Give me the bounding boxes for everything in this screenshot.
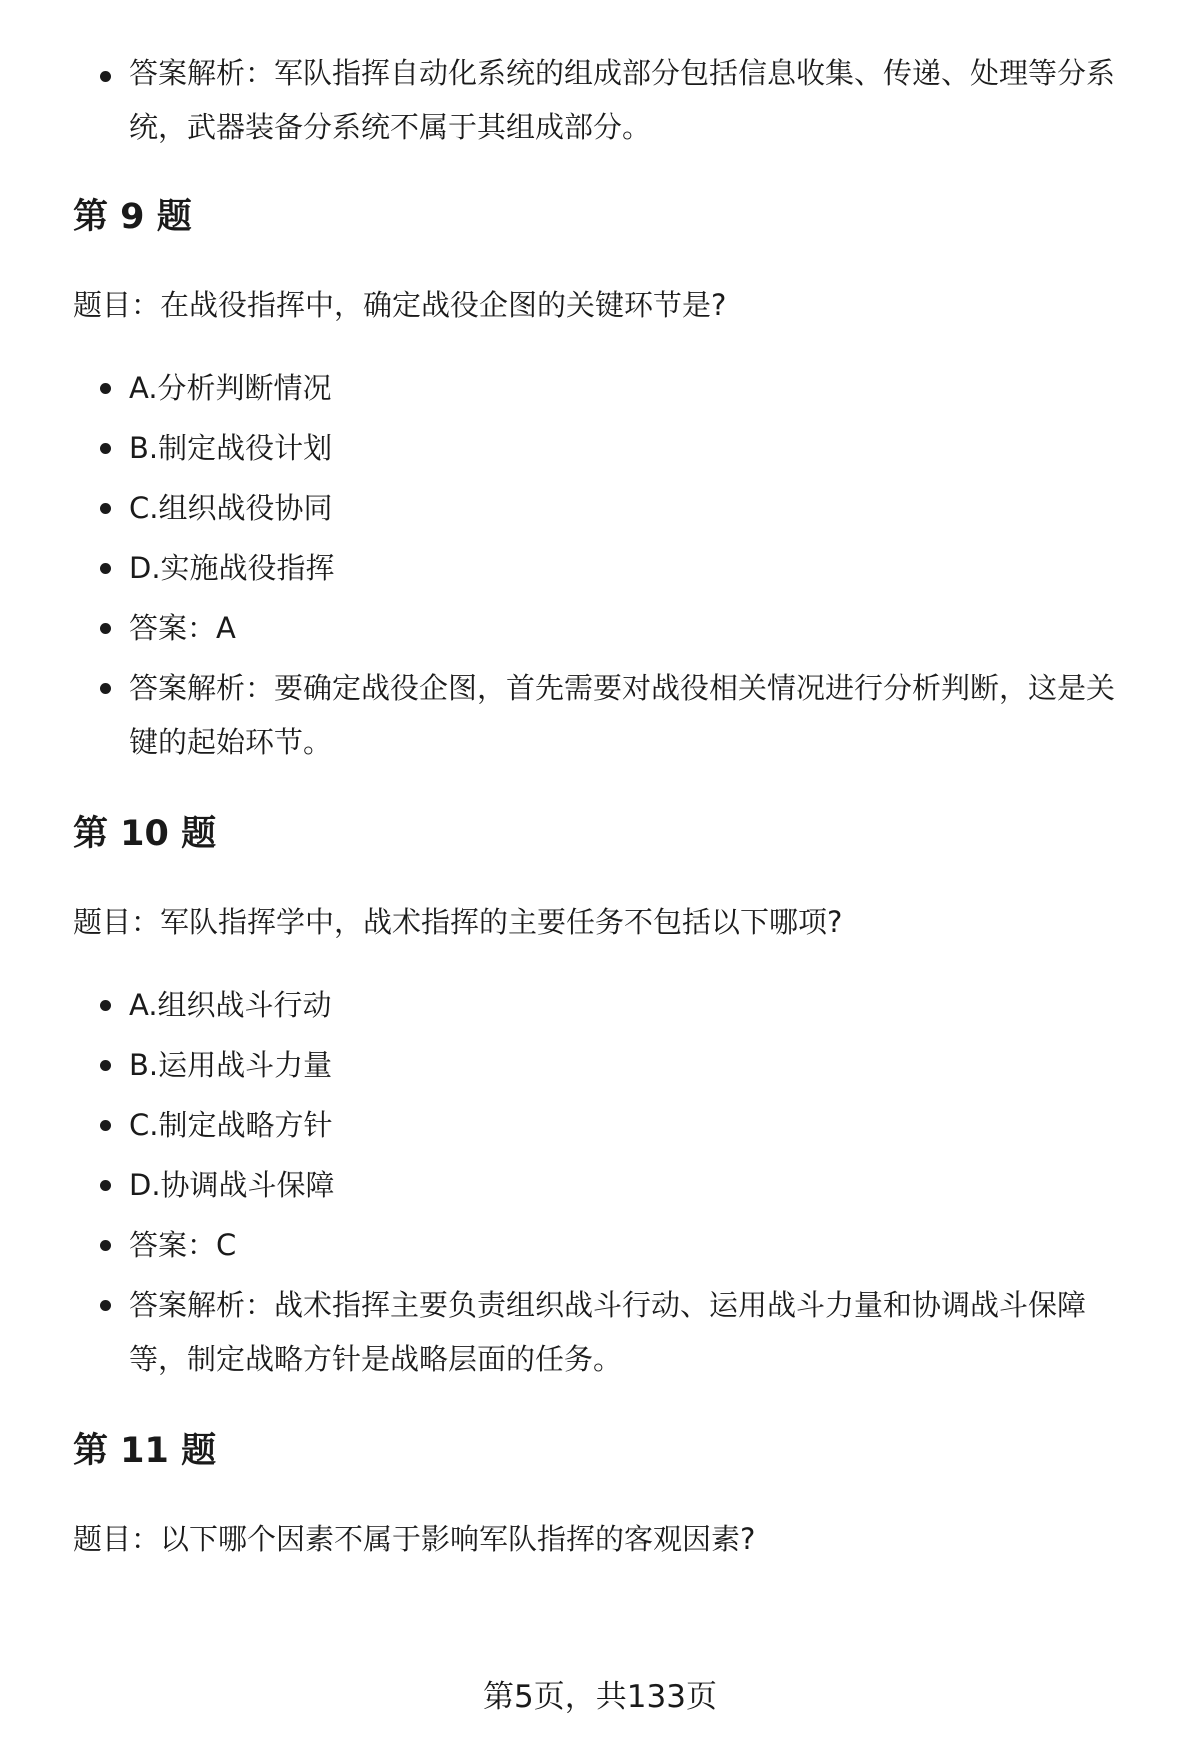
page-footer: 第5页，共133页 [483, 1679, 717, 1715]
option-a: A.分析判断情况 [73, 358, 1143, 418]
answer-item: 答案：C [73, 1215, 1143, 1275]
option-d: D.协调战斗保障 [73, 1155, 1143, 1215]
question-stem: 题目：以下哪个因素不属于影响军队指挥的客观因素? [73, 1522, 756, 1556]
option-b: B.制定战役计划 [73, 418, 1143, 478]
option-d: D.实施战役指挥 [73, 538, 1143, 598]
question-stem: 题目：在战役指挥中，确定战役企图的关键环节是? [73, 288, 727, 322]
explanation-item: 答案解析：军队指挥自动化系统的组成部分包括信息收集、传递、处理等分系统，武器装备分系统不属于其组成部分。 [73, 46, 1143, 154]
option-b: B.运用战斗力量 [73, 1035, 1143, 1095]
explanation-item: 答案解析：要确定战役企图，首先需要对战役相关情况进行分析判断，这是关键的起始环节。 [73, 658, 1143, 769]
explanation-item: 答案解析：战术指挥主要负责组织战斗行动、运用战斗力量和协调战斗保障等，制定战略方针是战略层面的任务。 [73, 1275, 1143, 1386]
page-content [73, 56, 1143, 1564]
question-10 [73, 809, 1143, 1386]
question-stem: 题目：军队指挥学中，战术指挥的主要任务不包括以下哪项? [73, 905, 843, 939]
question-title: 第 10 题 [73, 814, 217, 854]
option-c: C.组织战役协同 [73, 478, 1143, 538]
option-list [73, 975, 1143, 1386]
question-title: 第 9 题 [73, 197, 192, 237]
option-list [73, 358, 1143, 769]
question-title: 第 11 题 [73, 1431, 217, 1471]
question-9 [73, 192, 1143, 769]
answer-item: 答案：A [73, 598, 1143, 658]
option-c: C.制定战略方针 [73, 1095, 1143, 1155]
question-11 [73, 1426, 1143, 1564]
option-a: A.组织战斗行动 [73, 975, 1143, 1035]
prev-question-tail [73, 46, 1143, 154]
